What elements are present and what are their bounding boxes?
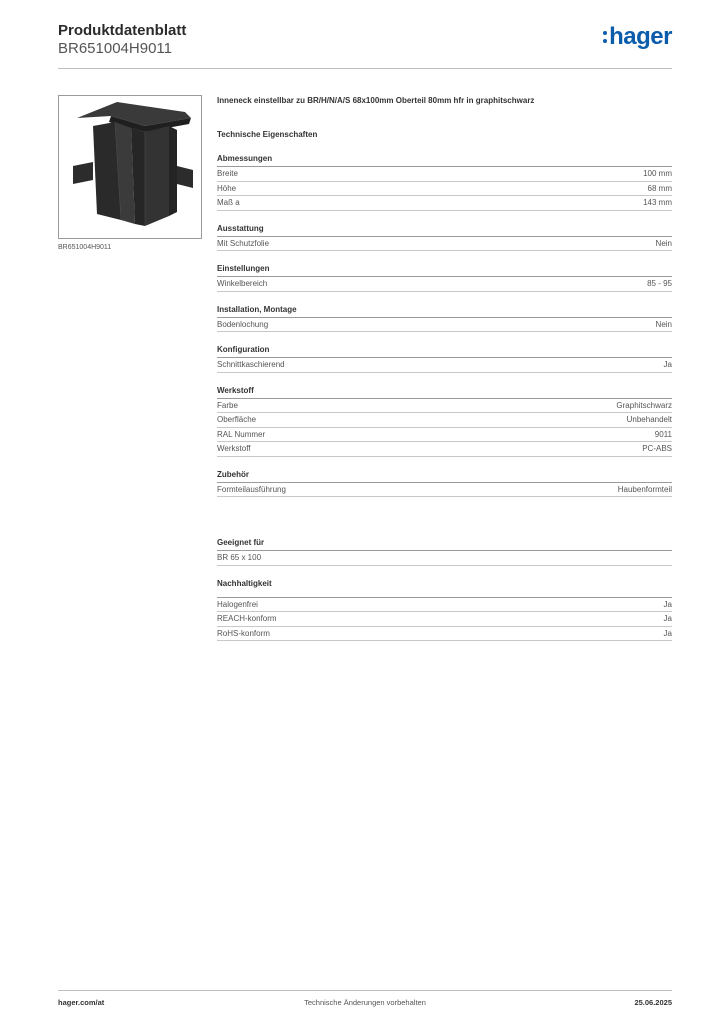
table-row: Mit Schutzfolie Nein [217, 237, 672, 252]
table-row: RAL Nummer 9011 [217, 428, 672, 443]
table-row: Halogenfrei Ja [217, 598, 672, 613]
spec-group-ausstattung [217, 223, 672, 252]
footer-date: 25.06.2025 [634, 998, 672, 1007]
group-title: Installation, Montage [217, 304, 672, 318]
footer-divider [58, 990, 672, 991]
page-footer [58, 998, 672, 1010]
article-number: BR651004H9011 [58, 40, 172, 57]
group-title: Zubehör [217, 469, 672, 483]
suitable-for-group [217, 537, 672, 566]
inner-corner-product-icon [59, 96, 201, 238]
product-description: Inneneck einstellbar zu BR/H/N/A/S 68x100mm Oberteil 80mm hfr in graphitschwarz [217, 96, 535, 105]
group-title: Werkstoff [217, 385, 672, 399]
spec-group-einstellungen [217, 263, 672, 292]
table-row: Formteilausführung Haubenformteil [217, 483, 672, 498]
table-row: Oberfläche Unbehandelt [217, 413, 672, 428]
table-row: RoHS-konform Ja [217, 627, 672, 642]
table-row: Breite 100 mm [217, 167, 672, 182]
section-title: Technische Eigenschaften [217, 130, 318, 139]
group-title: Nachhaltigkeit [217, 578, 672, 598]
spec-content [217, 95, 672, 641]
logo-dots-icon [603, 31, 607, 43]
spec-group-konfiguration [217, 344, 672, 373]
footer-website-link[interactable]: hager.com/at [58, 998, 105, 1007]
group-title: Abmessungen [217, 153, 672, 167]
table-row: Bodenlochung Nein [217, 318, 672, 333]
spec-group-installation [217, 304, 672, 333]
sustainability-group [217, 578, 672, 642]
group-title: Konfiguration [217, 344, 672, 358]
spec-group-zubehoer [217, 469, 672, 498]
page-title: Produktdatenblatt [58, 22, 187, 39]
table-row: Werkstoff PC-ABS [217, 442, 672, 457]
table-row: Maß a 143 mm [217, 196, 672, 211]
header-divider [58, 68, 672, 69]
table-row: Schnittkaschierend Ja [217, 358, 672, 373]
table-row: Farbe Graphitschwarz [217, 399, 672, 414]
product-image [58, 95, 202, 239]
hager-logo[interactable] [603, 24, 672, 50]
group-title: Einstellungen [217, 263, 672, 277]
group-title: Ausstattung [217, 223, 672, 237]
page-header [58, 22, 672, 70]
image-caption: BR651004H9011 [58, 244, 112, 251]
table-row: Winkelbereich 85 - 95 [217, 277, 672, 292]
footer-note: Technische Änderungen vorbehalten [304, 998, 426, 1007]
table-row: Höhe 68 mm [217, 182, 672, 197]
spec-group-abmessungen [217, 153, 672, 211]
spec-group-werkstoff [217, 385, 672, 457]
logo-text: hager [609, 23, 672, 50]
table-row: BR 65 x 100 [217, 551, 672, 566]
table-row: REACH-konform Ja [217, 612, 672, 627]
group-title: Geeignet für [217, 537, 672, 551]
